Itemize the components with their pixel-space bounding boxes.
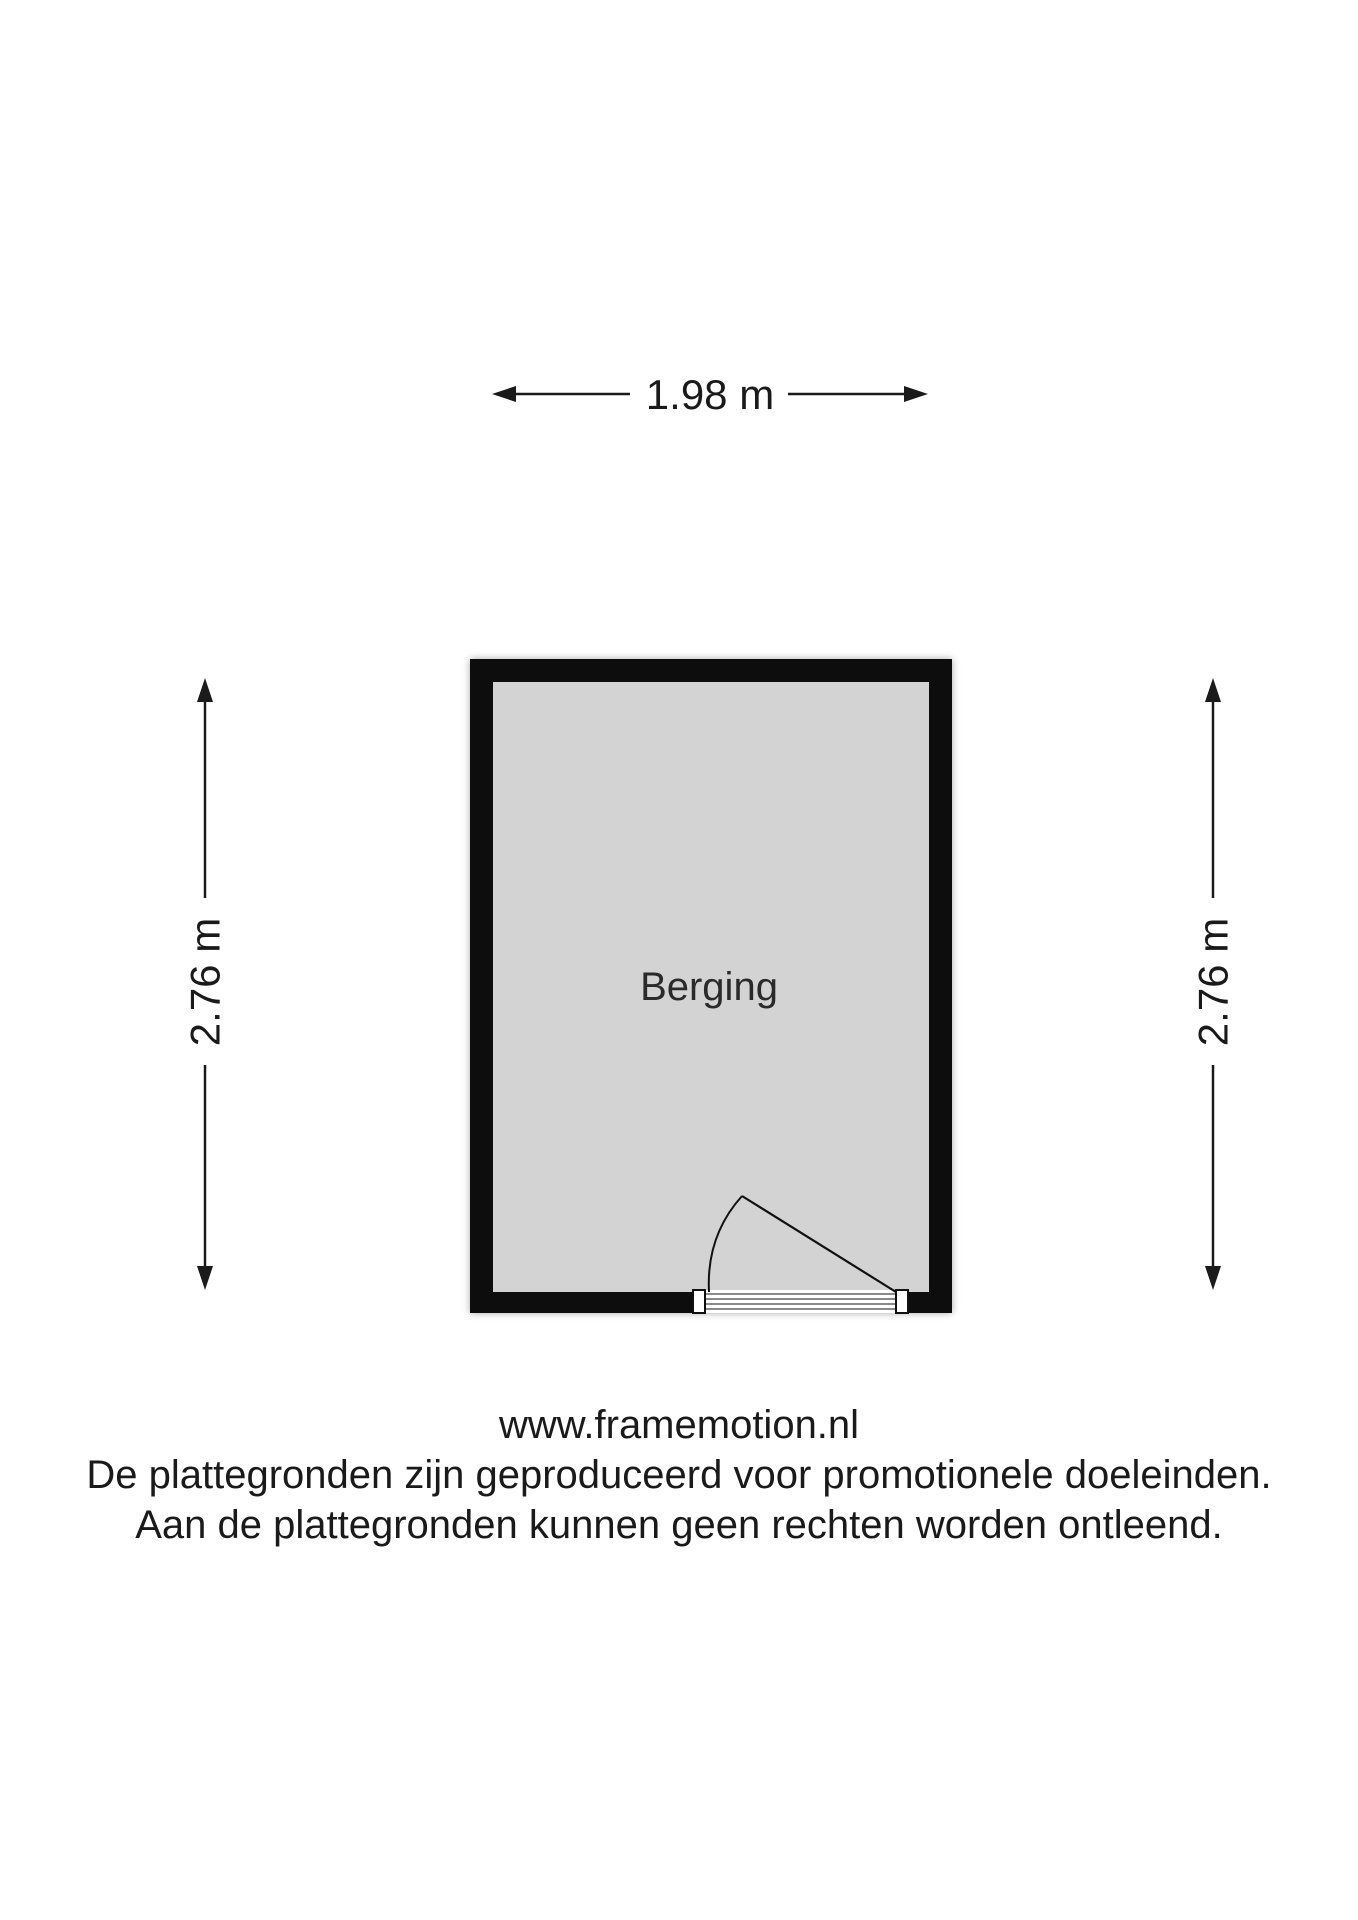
door-jamb-right: [896, 1290, 908, 1313]
footer-disclaimer-line1: De plattegronden zijn geproduceerd voor promotionele doeleinden.: [86, 1453, 1272, 1497]
width-dimension-label: 1.98 m: [645, 371, 775, 418]
height-right-arrow-up-icon: [1205, 678, 1221, 702]
footer: [0, 1400, 1358, 1550]
height-dimension-left: [182, 678, 229, 1290]
height-left-label: 2.76 m: [181, 917, 229, 1047]
width-arrow-right-icon: [904, 386, 928, 402]
width-arrow-left-icon: [492, 386, 516, 402]
height-right-label: 2.76 m: [1189, 917, 1237, 1047]
height-right-arrow-down-icon: [1205, 1266, 1221, 1290]
width-dimension: [492, 371, 928, 418]
room-label: Berging: [640, 965, 778, 1009]
height-left-arrow-down-icon: [197, 1266, 213, 1290]
height-dimension-right: [1190, 678, 1237, 1290]
height-left-arrow-up-icon: [197, 678, 213, 702]
door-jamb-left: [693, 1290, 705, 1313]
footer-website[interactable]: www.framemotion.nl: [498, 1403, 860, 1447]
footer-disclaimer-line2: Aan de plattegronden kunnen geen rechten worden ontleend.: [135, 1503, 1223, 1547]
